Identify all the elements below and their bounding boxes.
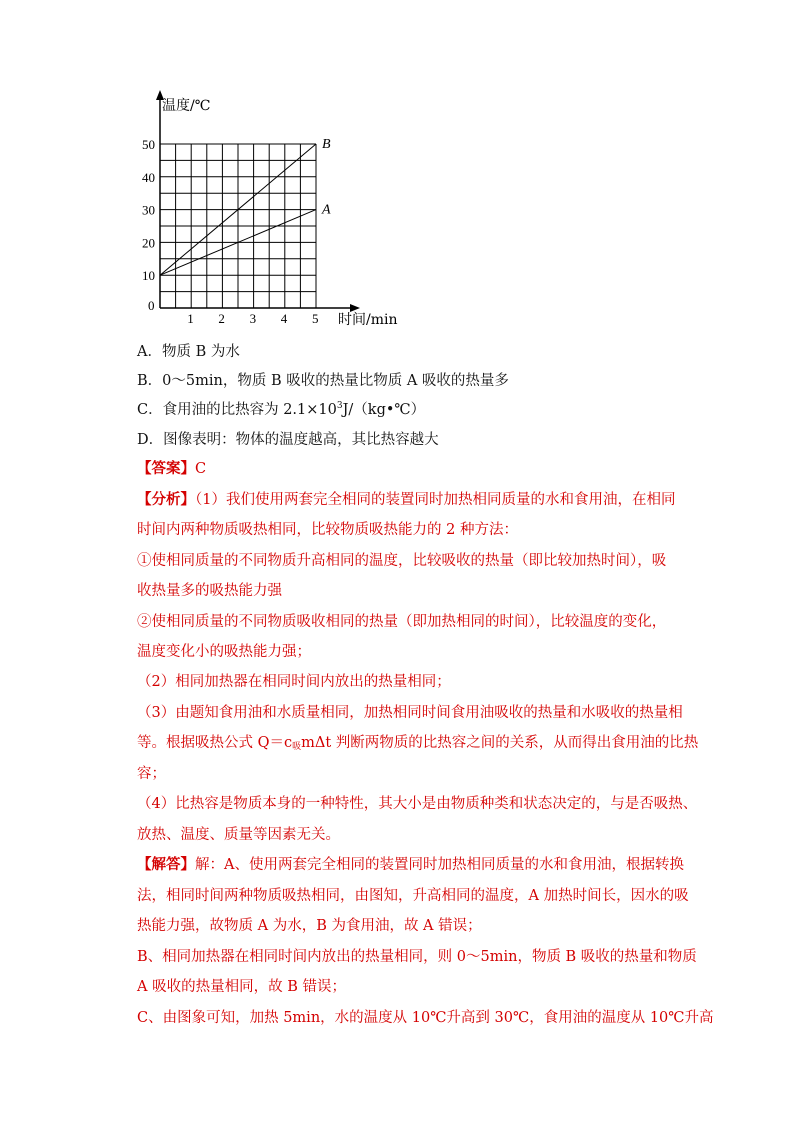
solution-s2b: A 吸收的热量相同，故 B 错误； [137,979,346,995]
analysis-m2a: ②使相同质量的不同物质吸收相同的热量（即加热相同的时间），比较温度的变化， [137,614,667,630]
x-tick-label: 4 [280,311,288,326]
y-axis-label: 温度/℃ [162,98,211,114]
analysis-p3a: （3）由题知食用油和水质量相同，加热相同时间食用油吸收的热量和水吸收的热量相 [137,705,683,721]
option-c-exponent: 3 [336,401,343,412]
analysis-tag: 【分析】 [137,491,195,508]
analysis-p4a: （4）比热容是物质本身的一种特性，其大小是由物质种类和状态决定的，与是否吸热、 [137,796,698,812]
option-c-unit: J/（kg•℃） [342,402,426,418]
origin-label: 0 [148,298,155,313]
option-c [137,398,425,419]
option-a: A．物质 B 为水 [137,344,240,360]
chart-axes [156,90,360,312]
answer-value: C [195,461,207,477]
y-tick-label: 40 [142,169,155,185]
option-c-text: C．食用油的比热容为 2.1×10 [137,402,337,418]
answer-line [137,457,206,478]
analysis-m1a: ①使相同质量的不同物质升高相同的温度，比较吸收的热量（即比较加热时间），吸 [137,553,667,569]
option-b: B．0～5min，物质 B 吸收的热量比物质 A 吸收的热量多 [137,373,509,389]
solution-s1a: 解：A、使用两套完全相同的装置同时加热相同质量的水和食用油，根据转换 [195,857,684,873]
x-axis-label: 时间/min [338,312,398,328]
analysis-p1b: 时间内两种物质吸热相同，比较物质吸热能力的 2 种方法： [137,522,518,538]
analysis-p2: （2）相同加热器在相同时间内放出的热量相同； [137,674,451,690]
x-tick-label: 3 [249,311,257,326]
series-label-b: B [322,137,331,152]
solution-line-1 [137,853,684,874]
chart-grid [160,144,316,308]
analysis-p3b [137,731,698,752]
analysis-p3b-pre: 等。根据吸热公式 Q＝c [137,735,293,751]
option-d: D．图像表明：物体的温度越高，其比热容越大 [137,432,439,448]
analysis-line-1 [137,488,675,509]
y-tick-label: 20 [142,235,155,251]
solution-s3: C、由图象可知，加热 5min，水的温度从 10℃升高到 30℃，食用油的温度从 10℃升高 [137,1010,714,1026]
y-tick-label: 30 [142,202,155,218]
analysis-p1a: （1）我们使用两套完全相同的装置同时加热相同质量的水和食用油，在相同 [195,492,676,508]
analysis-p3b-sub: 吸 [292,742,302,752]
analysis-m1b: 收热量多的吸热能力强 [137,583,282,599]
analysis-p3c: 容； [137,766,166,782]
x-axis-arrow [350,304,360,312]
x-tick-label: 2 [218,311,225,326]
x-tick-label: 5 [312,311,319,326]
answer-tag: 【答案】 [137,460,195,477]
x-tick-label: 1 [187,311,194,326]
solution-s1c: 热能力强，故物质 A 为水，B 为食用油，故 A 错误； [137,918,482,934]
analysis-p3b-post: mΔt 判断两物质的比热容之间的关系，从而得出食用油的比热 [301,735,699,751]
series-label-a: A [322,202,331,218]
temperature-time-chart [130,88,410,328]
y-tick-label: 50 [142,137,155,152]
analysis-m2b: 温度变化小的吸热能力强； [137,644,311,660]
solution-s2a: B、相同加热器在相同时间内放出的热量相同，则 0～5min，物质 B 吸收的热量和物质 [137,949,697,965]
y-tick-label: 10 [142,268,155,284]
solution-tag: 【解答】 [137,856,195,873]
analysis-p4b: 放热、温度、质量等因素无关。 [137,827,340,843]
solution-s1b: 法，相同时间两种物质吸热相同，由图知，升高相同的温度，A 加热时间长，因水的吸 [137,888,689,904]
